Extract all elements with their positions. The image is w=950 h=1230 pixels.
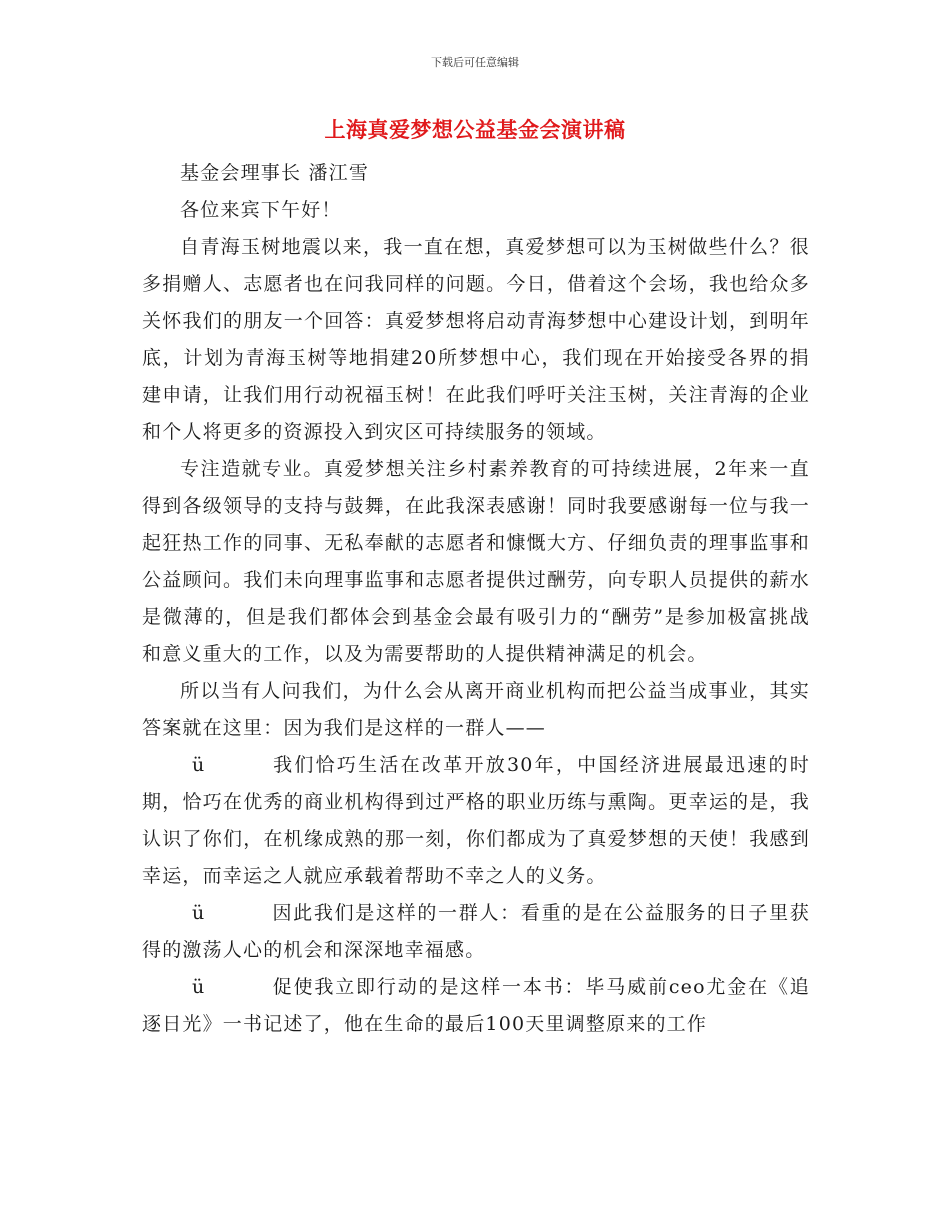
- bullet-item-2: [142, 895, 810, 969]
- bullet-text: 促使我立即行动的是这样一本书：毕马威前ceo尤金在《追逐日光》一书记述了，他在生命的最后100天里调整原来的工作: [142, 976, 810, 1035]
- bullet-mark-icon: ü: [192, 754, 206, 776]
- bullet-text: 我们恰巧生活在改革开放30年，中国经济进展最迅速的时期，恰巧在优秀的商业机构得到过严格的职业历练与熏陶。更幸运的是，我认识了你们，在机缘成熟的那一刻，你们都成为了真爱梦想的天使！我感到幸运，而幸运之人就应承载着帮助不幸之人的义务。: [142, 754, 810, 887]
- bullet-mark-icon: ü: [192, 976, 206, 998]
- document-title: 上海真爱梦想公益基金会演讲稿: [324, 117, 626, 142]
- author-line: 基金会理事长 潘江雪: [180, 162, 370, 184]
- document-body: [142, 155, 810, 1043]
- bullet-item-3: [142, 969, 810, 1043]
- paragraph-why: 所以当有人问我们，为什么会从离开商业机构而把公益当成事业，其实答案就在这里：因为我们是这样的一群人——: [142, 680, 810, 739]
- bullet-text: 因此我们是这样的一群人：看重的是在公益服务的日子里获得的激荡人心的机会和深深地幸福感。: [142, 902, 810, 961]
- paragraph-yushu: 自青海玉树地震以来，我一直在想，真爱梦想可以为玉树做些什么？很多捐赠人、志愿者也在问我同样的问题。今日，借着这个会场，我也给众多关怀我们的朋友一个回答：真爱梦想将启动青海梦想中心建设计划，到明年底，计划为青海玉树等地捐建20所梦想中心，我们现在开始接受各界的捐建申请，让我们用行动祝福玉树！在此我们呼吁关注玉树，关注青海的企业和个人将更多的资源投入到灾区可持续服务的领域。: [142, 236, 810, 443]
- bullet-mark-icon: ü: [192, 902, 206, 924]
- paragraph-focus: 专注造就专业。真爱梦想关注乡村素养教育的可持续进展，2年来一直得到各级领导的支持与鼓舞，在此我深表感谢！同时我要感谢每一位与我一起狂热工作的同事、无私奉献的志愿者和慷慨大方、仔细负责的理事监事和公益顾问。我们未向理事监事和志愿者提供过酬劳，向专职人员提供的薪水是微薄的，但是我们都体会到基金会最有吸引力的“酬劳”是参加极富挑战和意义重大的工作，以及为需要帮助的人提供精神满足的机会。: [142, 458, 810, 665]
- bullet-item-1: [142, 747, 810, 895]
- greeting-line: 各位来宾下午好！: [180, 199, 342, 221]
- page-header-note: 下载后可任意编辑: [431, 56, 519, 69]
